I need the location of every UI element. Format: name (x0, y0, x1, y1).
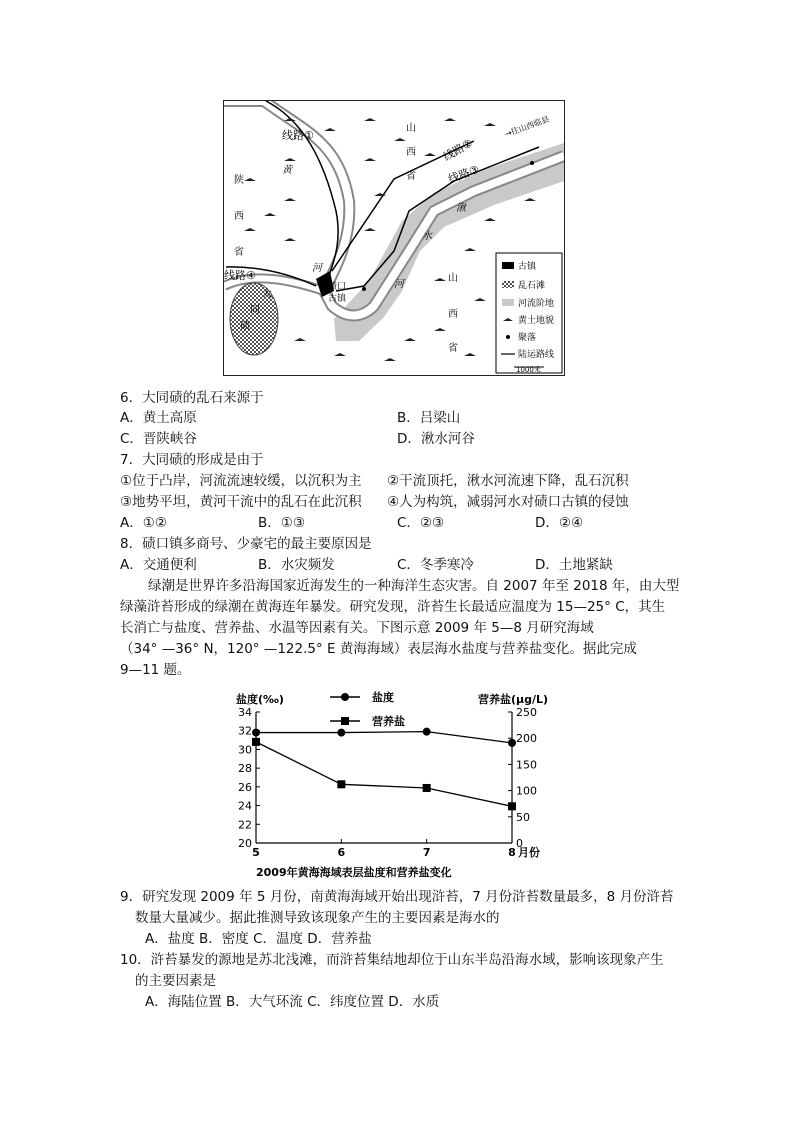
y-tick-label-right: 150 (516, 758, 537, 772)
svg-text:山: 山 (448, 273, 458, 284)
y-tick-label-left: 34 (238, 706, 252, 719)
nutrient-point (252, 738, 260, 746)
q7-statement-2: ②干流顶托，湫水河流速下降，乱石沉积 (387, 473, 629, 489)
q10-options[interactable]: A．海陆位置 B．大气环流 C．纬度位置 D．水质 (145, 994, 440, 1010)
q6-option-a[interactable]: A．黄土高原 (120, 410, 197, 426)
q7-statement-4: ④人为构筑，减弱河水对碛口古镇的侵蚀 (387, 494, 629, 510)
svg-text:同: 同 (250, 305, 260, 316)
q8-option-b[interactable]: B．水灾频发 (258, 557, 335, 573)
nutrient-point (337, 780, 345, 788)
svg-text:大: 大 (262, 289, 272, 300)
svg-text:线路④: 线路④ (224, 269, 256, 282)
settlement-dot (530, 161, 534, 165)
q6-option-d[interactable]: D．湫水河谷 (397, 431, 475, 447)
y-tick-label-left: 32 (238, 724, 252, 738)
x-tick-label: 7 (422, 846, 431, 859)
series-line-2 (256, 742, 512, 806)
passage-line-3: 长消亡与盐度、营养盐、水温等因素有关。下图示意 2009 年 5—8 月研究海域 (120, 620, 594, 636)
y-axis-label-right: 营养盐(μg/L) (478, 693, 549, 706)
y-tick-label-left: 20 (238, 837, 252, 850)
y-tick-label-left: 22 (238, 818, 252, 832)
x-tick-label: 6 (337, 846, 346, 859)
x-tick-label: 5 (252, 846, 260, 859)
svg-text:湫: 湫 (456, 203, 466, 214)
map-legend (496, 253, 562, 374)
svg-text:陆运路线: 陆运路线 (518, 350, 555, 360)
salinity-nutrient-chart (230, 688, 560, 880)
svg-text:西: 西 (448, 309, 458, 320)
q7-stem: 7．大同碛的形成是由于 (120, 452, 264, 468)
svg-text:西: 西 (234, 211, 244, 222)
q8-stem: 8．碛口镇多商号、少豪宅的最主要原因是 (120, 536, 372, 552)
svg-text:陕: 陕 (234, 175, 244, 186)
q10-stem-1: 10．浒苔暴发的源地是苏北浅滩，而浒苔集结地却位于山东半岛沿海水域，影响该现象产生 (120, 952, 664, 968)
y-tick-label-right: 100 (516, 784, 537, 798)
map-svg (224, 101, 564, 375)
svg-text:山: 山 (406, 123, 416, 134)
svg-text:碛: 碛 (240, 321, 250, 332)
svg-text:古镇: 古镇 (518, 262, 537, 272)
svg-text:省: 省 (234, 247, 244, 258)
x-tick-label: 8 (508, 846, 516, 859)
svg-text:黄土地貌: 黄土地貌 (518, 316, 555, 326)
y-tick-label-right: 0 (516, 837, 523, 850)
salinity-point (337, 729, 345, 737)
svg-text:省: 省 (406, 171, 416, 182)
q7-statement-1: ①位于凸岸，河流流速较缓，以沉积为主 (120, 473, 362, 489)
q6-option-c[interactable]: C．晋陕峡谷 (120, 431, 197, 447)
chart-legend (330, 690, 405, 728)
svg-text:线路③: 线路③ (446, 162, 481, 186)
svg-text:线路①: 线路① (282, 129, 314, 142)
passage-line-5: 9—11 题。 (120, 662, 191, 678)
salinity-point (508, 739, 516, 747)
q7-option-a[interactable]: A．①② (120, 515, 167, 531)
y-tick-label-right: 50 (516, 810, 530, 824)
nutrient-point (423, 784, 431, 792)
passage-line-4: （34° —36° N，120° —122.5° E 黄海海域）表层海水盐度与营养盐变化。据此完成 (120, 641, 637, 657)
legend-nutrient: 营养盐 (372, 715, 405, 728)
nutrient-point (508, 802, 516, 810)
passage-line-2: 绿藻浒苔形成的绿潮在黄海连年暴发。研究发现，浒苔生长最适应温度为 15—25° C，其生 (120, 599, 666, 615)
svg-text:乱石滩: 乱石滩 (518, 281, 546, 291)
q6-option-b[interactable]: B．吕梁山 (397, 410, 461, 426)
y-tick-label-left: 30 (238, 743, 252, 757)
svg-text:水: 水 (422, 231, 432, 242)
y-tick-label-left: 28 (238, 762, 252, 776)
y-tick-label-right: 250 (516, 706, 537, 719)
settlement-dot (362, 287, 366, 291)
svg-text:线路②: 线路② (441, 136, 476, 164)
svg-text:碛口: 碛口 (328, 282, 347, 292)
q7-option-b[interactable]: B．①③ (258, 515, 305, 531)
svg-text:黄: 黄 (282, 165, 292, 176)
svg-text:省: 省 (448, 343, 458, 354)
svg-text:古镇: 古镇 (328, 294, 347, 304)
map-figure (223, 100, 565, 376)
q8-option-a[interactable]: A．交通便利 (120, 557, 197, 573)
svg-text:河: 河 (394, 279, 404, 290)
salinity-point (252, 729, 260, 737)
chart-title: 2009年黄海海域表层盐度和营养盐变化 (256, 866, 452, 879)
svg-text:河流阶地: 河流阶地 (518, 299, 555, 309)
q7-statement-3: ③地势平坦，黄河干流中的乱石在此沉积 (120, 494, 362, 510)
q7-option-d[interactable]: D．②④ (535, 515, 584, 531)
svg-text:聚落: 聚落 (518, 333, 537, 343)
q9-stem-1: 9．研究发现 2009 年 5 月份，南黄海海域开始出现浒苔，7 月份浒苔数量最多，8 月份浒苔 (120, 889, 674, 905)
q6-stem: 6．大同碛的乱石来源于 (120, 390, 264, 406)
loess-hills (244, 118, 536, 361)
q10-stem-2: 的主要因素是 (135, 973, 216, 989)
q7-option-c[interactable]: C．②③ (397, 515, 445, 531)
y-axis-label-left: 盐度(‰) (236, 693, 284, 706)
series-line-1 (256, 732, 512, 743)
q8-option-c[interactable]: C．冬季寒冷 (397, 557, 474, 573)
x-axis-label: 月份 (518, 846, 540, 859)
q9-options[interactable]: A．盐度 B．密度 C．温度 D．营养盐 (145, 931, 372, 947)
y-tick-label-left: 26 (238, 780, 252, 794)
y-tick-label-right: 200 (516, 732, 537, 746)
q9-stem-2: 数量大量减少。据此推测导致该现象产生的主要因素是海水的 (135, 910, 500, 926)
q8-option-d[interactable]: D．土地紧缺 (535, 557, 613, 573)
passage-line-1: 绿潮是世界许多沿海国家近海发生的一种海洋生态灾害。自 2007 年至 2018 年，由大型 (148, 578, 680, 594)
svg-text:1000米: 1000米 (516, 366, 541, 374)
svg-text:→往山西临县: →往山西临县 (503, 114, 551, 139)
salinity-point (423, 728, 431, 736)
svg-text:河: 河 (312, 263, 322, 274)
y-tick-label-left: 24 (238, 799, 252, 813)
legend-salinity: 盐度 (372, 691, 394, 704)
svg-text:西: 西 (406, 147, 416, 158)
